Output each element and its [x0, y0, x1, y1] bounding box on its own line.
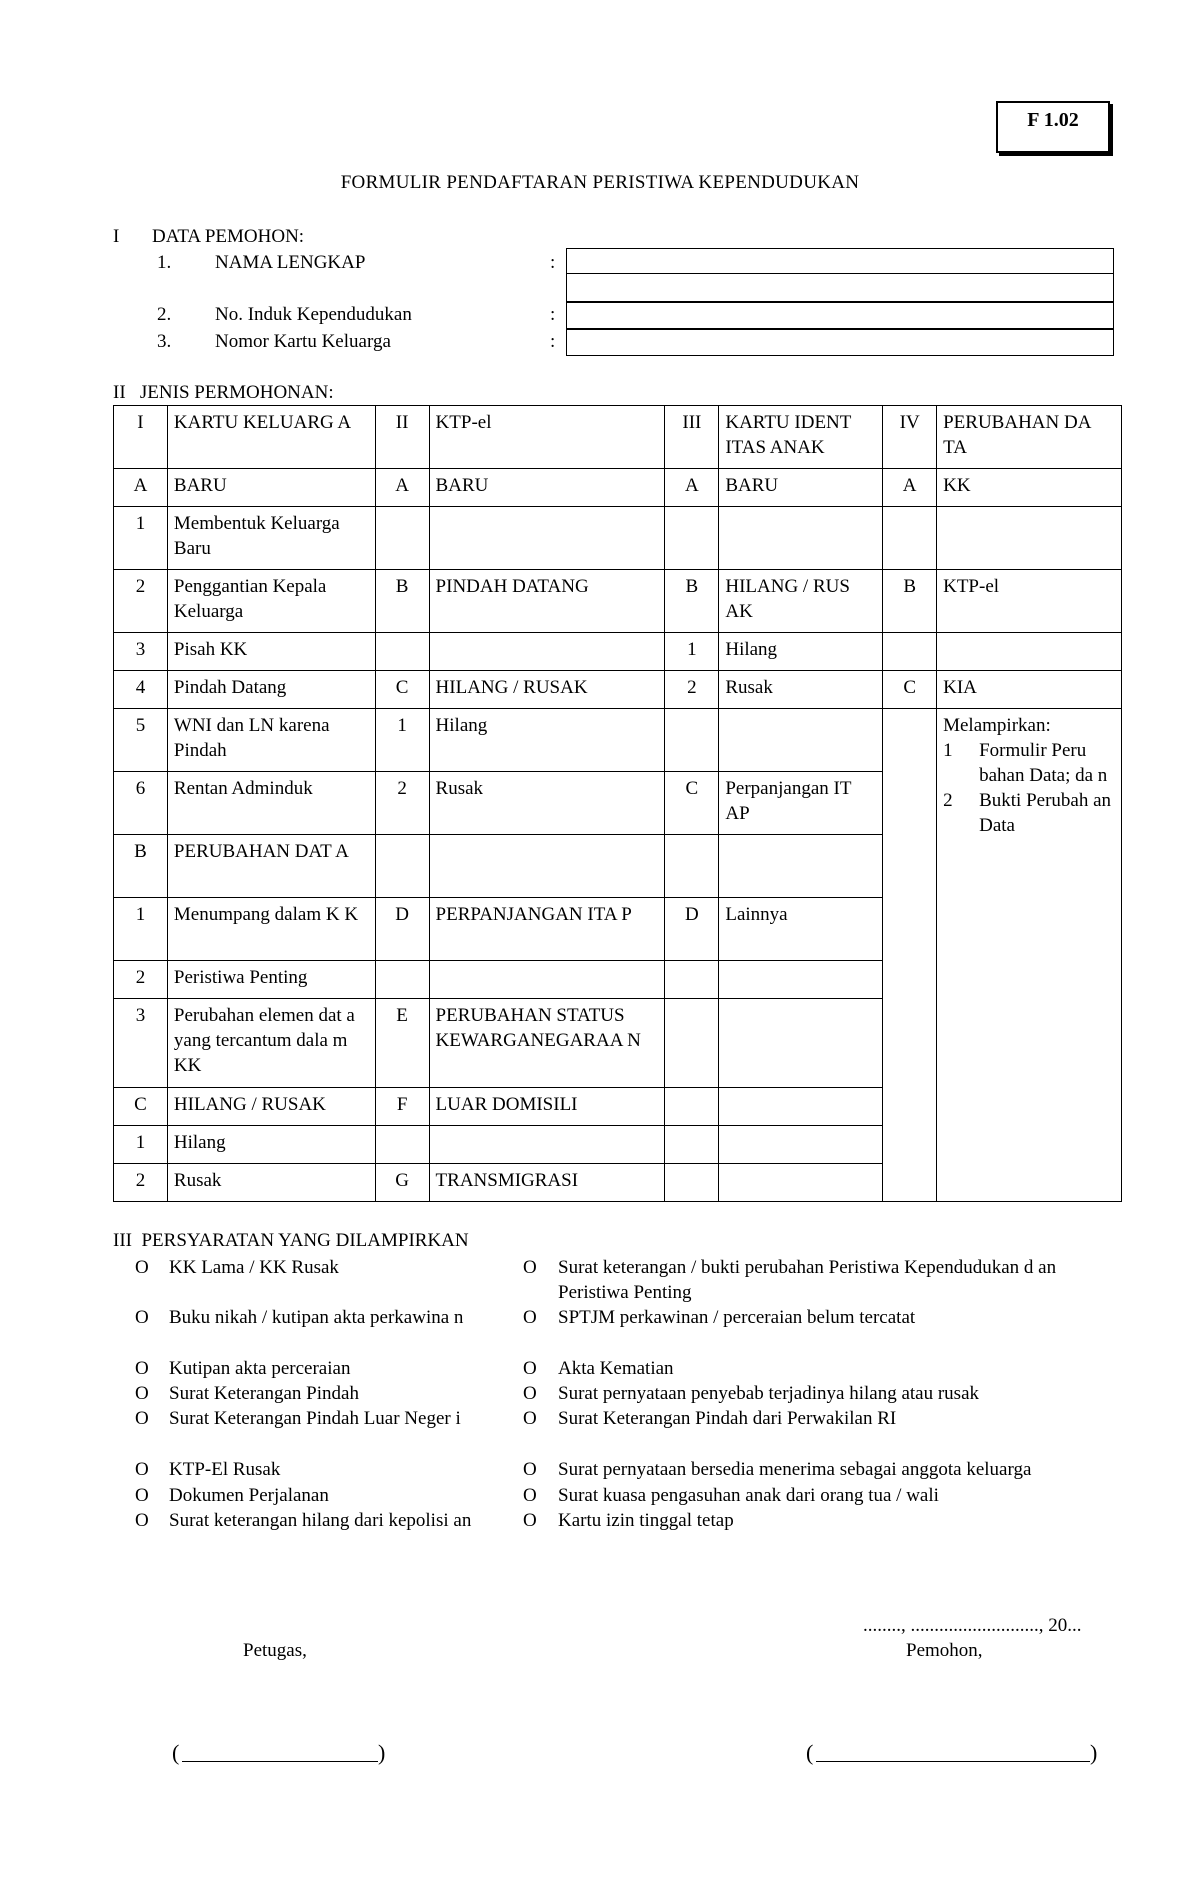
cell-code	[375, 835, 429, 898]
cell-code: 1	[665, 633, 719, 671]
cell-code: 2	[114, 570, 168, 633]
requirement-text: Dokumen Perjalanan	[169, 1485, 329, 1506]
col-title-perubahan-data: PERUBAHAN DA TA	[937, 406, 1122, 469]
cell-item	[719, 999, 883, 1088]
checkbox-icon[interactable]: O	[135, 1358, 149, 1379]
cell-item: PERPANJANGAN ITA P	[429, 898, 665, 961]
cell-item	[429, 961, 665, 999]
cell-item: Rentan Adminduk	[167, 772, 375, 835]
requirement-text: Surat pernyataan bersedia menerima sebagai anggota keluarga	[558, 1459, 1032, 1480]
cell-code: D	[665, 898, 719, 961]
cell-code	[375, 961, 429, 999]
applicant-open-paren: (	[806, 1740, 814, 1765]
attachment-text: Bukti Perubah an Data	[979, 790, 1112, 836]
cell-code: A	[375, 469, 429, 507]
cell-item: KIA	[937, 671, 1122, 709]
cell-item: Hilang	[719, 633, 883, 671]
cell-code: 2	[114, 1164, 168, 1202]
cell-item: WNI dan LN karena Pindah	[167, 709, 375, 772]
checkbox-icon[interactable]: O	[523, 1307, 537, 1328]
table-row	[114, 507, 1122, 570]
cell-code	[375, 1126, 429, 1164]
requirement-text: KTP-El Rusak	[169, 1459, 281, 1480]
fullname-input-box[interactable]	[566, 248, 1114, 302]
form-title: FORMULIR PENDAFTARAN PERISTIWA KEPENDUDUKAN	[340, 172, 860, 193]
checkbox-icon[interactable]: O	[523, 1510, 537, 1531]
requirement-text: Surat kuasa pengasuhan anak dari orang tua / wali	[558, 1485, 939, 1506]
col-title-kartu-keluarga: KARTU KELUARG A	[167, 406, 375, 469]
table-row	[114, 469, 1122, 507]
requirement-text: Kartu izin tinggal tetap	[558, 1510, 734, 1531]
col-num-II: II	[375, 406, 429, 469]
cell-code: B	[114, 835, 168, 898]
checkbox-icon[interactable]: O	[135, 1408, 149, 1429]
table-row	[114, 709, 1122, 772]
date-line: ........, ..........................., 20...	[863, 1615, 1082, 1636]
cell-code: 5	[114, 709, 168, 772]
cell-code: 2	[665, 671, 719, 709]
cell-code	[375, 633, 429, 671]
form-code-box	[996, 101, 1110, 153]
checkbox-icon[interactable]: O	[135, 1459, 149, 1480]
cell-code: G	[375, 1164, 429, 1202]
cell-item	[719, 1164, 883, 1202]
cell-code: B	[883, 570, 937, 633]
cell-code: F	[375, 1088, 429, 1126]
officer-close-paren: )	[378, 1740, 386, 1765]
attachment-item	[943, 788, 1116, 838]
cell-item: KTP-el	[937, 570, 1122, 633]
cell-item: PINDAH DATANG	[429, 570, 665, 633]
cell-code	[665, 999, 719, 1088]
col-title-kia: KARTU IDENT ITAS ANAK	[719, 406, 883, 469]
requirement-text: KK Lama / KK Rusak	[169, 1257, 339, 1278]
requirement-text: Surat keterangan hilang dari kepolisi an	[169, 1510, 472, 1531]
cell-item: BARU	[167, 469, 375, 507]
cell-code: C	[114, 1088, 168, 1126]
attachment-spacer-cell	[883, 709, 937, 1202]
request-type-table	[113, 405, 1122, 1202]
cell-code: C	[883, 671, 937, 709]
col-title-ktp-el: KTP-el	[429, 406, 665, 469]
cell-item	[719, 961, 883, 999]
form-code: F 1.02	[1027, 109, 1079, 131]
field-num-3: 3.	[157, 331, 172, 352]
field-label-nik: No. Induk Kependudukan	[215, 304, 412, 325]
cell-item	[429, 1126, 665, 1164]
cell-item: Rusak	[429, 772, 665, 835]
table-row	[114, 671, 1122, 709]
table-row	[114, 633, 1122, 671]
cell-code	[375, 507, 429, 570]
cell-item: Membentuk Keluarga Baru	[167, 507, 375, 570]
cell-code	[665, 961, 719, 999]
cell-item: HILANG / RUSAK	[429, 671, 665, 709]
cell-code	[883, 633, 937, 671]
requirement-text: Surat keterangan / bukti perubahan Peristiwa Kependudukan d an Peristiwa Penting	[558, 1257, 1057, 1303]
cell-item: Menumpang dalam K K	[167, 898, 375, 961]
nik-input-box[interactable]	[566, 302, 1114, 329]
cell-code: 1	[114, 507, 168, 570]
attachment-cell	[937, 709, 1122, 1202]
fullname-input-line-1[interactable]	[567, 249, 1113, 274]
cell-code	[665, 1164, 719, 1202]
field-colon-1: :	[550, 252, 556, 273]
cell-item	[719, 1126, 883, 1164]
cell-item: KK	[937, 469, 1122, 507]
checkbox-icon[interactable]: O	[523, 1459, 537, 1480]
field-colon-3: :	[550, 331, 556, 352]
section2-heading: II JENIS PERMOHONAN:	[113, 382, 334, 403]
cell-item: PERUBAHAN DAT A	[167, 835, 375, 898]
requirement-text: Surat Keterangan Pindah	[169, 1383, 359, 1404]
cell-item	[719, 709, 883, 772]
requirement-text: Buku nikah / kutipan akta perkawina n	[169, 1307, 464, 1328]
applicant-signature-line[interactable]	[816, 1747, 1090, 1762]
checkbox-icon[interactable]: O	[523, 1485, 537, 1506]
checkbox-icon[interactable]: O	[135, 1383, 149, 1404]
cell-item	[719, 835, 883, 898]
cell-item	[719, 1088, 883, 1126]
cell-item	[719, 507, 883, 570]
section1-heading: DATA PEMOHON:	[152, 226, 305, 247]
cell-code: A	[883, 469, 937, 507]
requirement-text: Surat Keterangan Pindah Luar Neger i	[169, 1408, 461, 1429]
section3-heading: III PERSYARATAN YANG DILAMPIRKAN	[113, 1230, 469, 1251]
cell-code: 2	[114, 961, 168, 999]
cell-item	[429, 633, 665, 671]
requirement-text: Kutipan akta perceraian	[169, 1358, 351, 1379]
cell-code: 3	[114, 633, 168, 671]
field-label-fullname: NAMA LENGKAP	[215, 252, 366, 273]
cell-item: Rusak	[167, 1164, 375, 1202]
cell-item	[937, 507, 1122, 570]
cell-code: 1	[375, 709, 429, 772]
cell-code: D	[375, 898, 429, 961]
cell-item: PERUBAHAN STATUS KEWARGANEGARAA N	[429, 999, 665, 1088]
cell-item: HILANG / RUSAK	[167, 1088, 375, 1126]
attachment-num: 1	[943, 740, 953, 761]
cell-code	[665, 1126, 719, 1164]
officer-open-paren: (	[172, 1740, 180, 1765]
fullname-input-line-2[interactable]	[567, 274, 1113, 299]
cell-code: 6	[114, 772, 168, 835]
cell-code: 1	[114, 898, 168, 961]
checkbox-icon[interactable]: O	[135, 1307, 149, 1328]
requirement-text: Surat Keterangan Pindah dari Perwakilan RI	[558, 1408, 897, 1429]
cell-code: 1	[114, 1126, 168, 1164]
kk-number-input-box[interactable]	[566, 329, 1114, 356]
cell-item: Pindah Datang	[167, 671, 375, 709]
checkbox-icon[interactable]: O	[523, 1408, 537, 1429]
cell-item: BARU	[719, 469, 883, 507]
col-num-IV: IV	[883, 406, 937, 469]
table-row	[114, 570, 1122, 633]
cell-code: C	[375, 671, 429, 709]
checkbox-icon[interactable]: O	[135, 1510, 149, 1531]
cell-item: Perpanjangan IT AP	[719, 772, 883, 835]
cell-item	[429, 507, 665, 570]
cell-item: BARU	[429, 469, 665, 507]
attachment-item	[943, 738, 1116, 788]
field-num-1: 1.	[157, 252, 172, 273]
cell-item: Hilang	[429, 709, 665, 772]
cell-item: Lainnya	[719, 898, 883, 961]
officer-signature-line[interactable]	[182, 1747, 378, 1762]
checkbox-icon[interactable]: O	[523, 1383, 537, 1404]
col-num-I: I	[114, 406, 168, 469]
field-label-kk-number: Nomor Kartu Keluarga	[215, 331, 391, 352]
requirement-text: Surat pernyataan penyebab terjadinya hilang atau rusak	[558, 1383, 979, 1404]
checkbox-icon[interactable]: O	[135, 1485, 149, 1506]
cell-code	[665, 835, 719, 898]
cell-item: Peristiwa Penting	[167, 961, 375, 999]
cell-code: B	[665, 570, 719, 633]
field-colon-2: :	[550, 304, 556, 325]
cell-code: C	[665, 772, 719, 835]
field-num-2: 2.	[157, 304, 172, 325]
cell-code: 4	[114, 671, 168, 709]
table-header-row	[114, 406, 1122, 469]
checkbox-icon[interactable]: O	[523, 1257, 537, 1278]
cell-item: TRANSMIGRASI	[429, 1164, 665, 1202]
cell-item: Perubahan elemen dat a yang tercantum dala m KK	[167, 999, 375, 1088]
cell-code	[883, 507, 937, 570]
cell-code	[665, 507, 719, 570]
cell-code	[665, 1088, 719, 1126]
cell-item: Hilang	[167, 1126, 375, 1164]
cell-item: Penggantian Kepala Keluarga	[167, 570, 375, 633]
requirement-text: Akta Kematian	[558, 1358, 674, 1379]
cell-item: HILANG / RUS AK	[719, 570, 883, 633]
applicant-close-paren: )	[1090, 1740, 1098, 1765]
cell-code: 2	[375, 772, 429, 835]
cell-item	[937, 633, 1122, 671]
checkbox-icon[interactable]: O	[135, 1257, 149, 1278]
attachment-num: 2	[943, 790, 953, 811]
cell-item	[429, 835, 665, 898]
attachment-text: Formulir Peru bahan Data; da n	[979, 740, 1108, 786]
cell-item: Pisah KK	[167, 633, 375, 671]
section1-number: I	[113, 226, 120, 247]
col-num-III: III	[665, 406, 719, 469]
cell-code: B	[375, 570, 429, 633]
cell-code: A	[114, 469, 168, 507]
requirement-text: SPTJM perkawinan / perceraian belum tercatat	[558, 1307, 916, 1328]
cell-code: E	[375, 999, 429, 1088]
cell-code: 3	[114, 999, 168, 1088]
cell-item: LUAR DOMISILI	[429, 1088, 665, 1126]
attachment-heading: Melampirkan:	[943, 715, 1051, 736]
checkbox-icon[interactable]: O	[523, 1358, 537, 1379]
cell-code: A	[665, 469, 719, 507]
cell-code	[665, 709, 719, 772]
applicant-label: Pemohon,	[906, 1640, 983, 1661]
cell-item: Rusak	[719, 671, 883, 709]
officer-label: Petugas,	[243, 1640, 307, 1661]
